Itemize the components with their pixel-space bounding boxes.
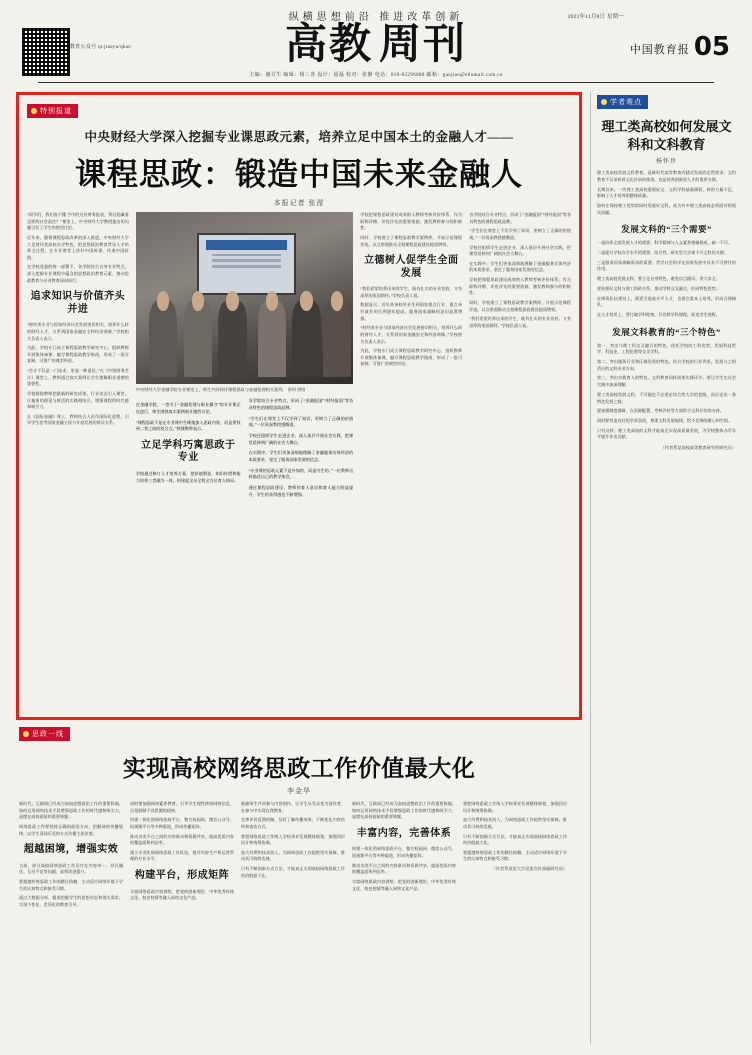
paragraph: 同时，学校建立了课程思政教学案例库，开展示范课程评选，以点带面推动全校课程思政建设提质增效。 [469, 299, 571, 312]
paragraph: “财经类专业与国家经济社会发展密切相关，培养什么样的财经人才，关系到国家金融安全和经济命脉。”学校相关负责人表示。 [27, 322, 129, 341]
lead-subheading-2: 立足学科巧寓思政于专业 [140, 439, 236, 464]
screen-line [212, 265, 281, 268]
section-flag-special-report [27, 104, 78, 118]
paragraph: 第一，突出与理工科交叉融合的特色。依托学校的工科优势，发展科技哲学、科技史、工程伦理等交叉学科。 [597, 342, 736, 355]
right-body-2 [597, 343, 736, 441]
lead-column-5 [469, 212, 571, 734]
paragraph: 为此，学校专门成立课程思政教学研究中心，组织教师开展集体备课，编写课程思政教学指南，形成了一批可复制、可推广的典型经验。 [27, 345, 129, 364]
projection-screen [197, 233, 297, 295]
paragraph: 通过大数据分析，精准把握学生的思想动态和现实需求，实现个性化、差异化的教育引导。 [19, 895, 123, 907]
right-subheading-1: 发展文科的“三个需要” [621, 224, 712, 235]
paragraph: 在实践中，学生们更加深刻地理解了金融服务实体经济的本质要求，坚定了服务国家发展的信念。 [248, 450, 354, 462]
paragraph: 各学院结合专业特点，形成了“金融报国”“财经报国”等各具特色的课程思政品牌。 [248, 398, 354, 410]
person-figure [149, 301, 177, 377]
paragraph: 同时，学校建立了课程思政教学案例库，开展示范课程评选，以点带面推动全校课程思政建设提质增效。 [360, 234, 463, 247]
paragraph: 加大经费和技术投入，为网络思政工作提供坚实保障，推动其可持续发展。 [241, 849, 345, 862]
masthead-title-bold: 高教 [284, 19, 373, 68]
flag-dot-icon [601, 99, 607, 105]
paragraph: 数据显示，近年来该校毕业生到国家重点行业、重点单位就业的比例逐年提高，服务国家战略的意识显著增强。 [360, 302, 463, 321]
a2-subheading-1: 超越困境，增强实效 [23, 844, 119, 856]
paragraph: 理工类高校发展文科，不可能也不必要走综合性大学的老路，而应走出一条特色发展之路。 [597, 391, 736, 404]
paragraph: “财经类专业与国家经济社会发展密切相关，培养什么样的财经人才，关系到国家金融安全和经济命脉。”学校相关负责人表示。 [360, 325, 463, 344]
paragraph: 学校还组织学生走进企业、深入基层开展社会实践，把课堂延伸到广阔的社会大舞台。 [248, 432, 354, 445]
paragraph: 丰富网络思政内容供给，把党的创新理论、中华优秀传统文化、校史校情等融入网络文化产品。 [130, 888, 234, 901]
paragraph: 在实践中，学生们更加深刻地理解了金融服务实体经济的本质要求，坚定了服务国家发展的信念。 [469, 260, 571, 273]
paragraph: 推动各类平台之间的内容联动和资源共享，提高优质内容的覆盖面和到达率。 [130, 833, 234, 846]
right-byline: 杨怀珍 [655, 159, 677, 166]
paragraph: 要处理好文科与理工科的关系，推动学科交叉融合，形成特色优势。 [597, 285, 720, 291]
right-subheading-2: 发展文科教育的“三个特色” [612, 326, 721, 337]
second-article-byline: 李金华 [287, 787, 311, 795]
a2-author-note: （作者系某某大学党委宣传部副研究员） [491, 866, 567, 871]
paragraph: 网络思政工作要坚持正确的政治方向，把握网络传播规律，以学生喜闻乐见的方式传播主流价值。 [19, 823, 123, 836]
paragraph: 学校还组织学生走进企业、深入基层开展社会实践，把课堂延伸到广阔的社会大舞台。 [469, 244, 571, 257]
masthead-divider [38, 82, 714, 83]
paragraph: 加大经费和技术投入，为网络思政工作提供坚实保障，推动其可持续发展。 [463, 817, 567, 829]
right-body-1 [597, 240, 736, 318]
a2-subheading-3: 丰富内容，完善体系 [356, 827, 452, 839]
a2-column-4 [352, 801, 456, 1051]
person-figure [218, 301, 246, 377]
paragraph: “专业课的思政元素不是外加的，而是内生的。”一位教师这样描述自己的教学体会。 [248, 467, 354, 480]
section-flag-scholar-view [597, 95, 648, 109]
right-author-note: （作者系某高校高等教育研究所研究员） [660, 445, 736, 451]
paragraph: 要超越传统思政工作的路径依赖，主动适应网络环境下学生的认知特点和接受习惯。 [19, 878, 123, 891]
right-headline: 理工类高校如何发展文科和文科教育 [601, 119, 732, 152]
paragraph: 如何在保持理工优势的同时发展好文科，成为许多理工类高校必须面对的现实问题。 [597, 202, 736, 215]
paragraph: 理工类高校发展文科，要立足自身特色，避免盲目跟风、贪大求全。 [597, 276, 720, 282]
lead-subheading-1: 追求知识与价值齐头并进 [30, 291, 126, 315]
a2-column-1 [19, 801, 123, 1051]
paragraph: 只有这样，理工类高校的文科才能真正实现高质量发展，为学校整体办学水平提升作出贡献。 [597, 427, 736, 440]
paragraph: 三是服务国家战略需求的需要。哲学社会科学在国家发展中具有不可替代的作用。 [597, 259, 736, 272]
lead-shoulder-headline: 中央财经大学深入挖掘专业课思政元素，培养立足中国本土的金融人才—— [84, 130, 514, 144]
second-article [19, 724, 579, 1044]
person-figure [184, 301, 212, 377]
lead-subheading-3: 立德树人促学生全面发展 [363, 255, 459, 279]
paragraph: 构建一体化的网络思政平台，整合校园网、微信公众号、短视频平台等多种渠道，形成传播矩阵。 [352, 846, 456, 858]
paragraph: 第二，突出服务行业和区域发展的特色。结合学校的行业背景，发展与之相适应的文科专业方向。 [597, 359, 736, 371]
person-figure [258, 301, 286, 377]
paragraph: 理工类高校发展文科教育，是新时代高等教育内涵式发展的必然要求。文科教育不仅承担着文化传承的使命，也是培养创新型人才的重要支撑。 [597, 170, 736, 182]
paragraph: 第三，突出实践育人的特色。文科教育同样需要实践环节，要让学生在社会实践中加深理解。 [597, 375, 736, 388]
paragraph: 在《国际金融》课上，教师结合人民币国际化进程，引导学生思考国家金融主权与开放发展的辩证关系。 [27, 413, 129, 426]
screen-line [212, 254, 281, 257]
section-flag-label: 学者观点 [610, 98, 642, 106]
paragraph: 新时代，互联网已经成为高校思想政治工作的重要阵地。如何运用网络技术手段增强思政工作的时代感和吸引力，是摆在高校面前的重要课题。 [352, 801, 456, 820]
section-flag-label: 特别报道 [40, 107, 72, 115]
paragraph: 要把网络思政工作纳入学校事业发展整体规划，加强顶层设计和统筹协调。 [241, 833, 345, 846]
paragraph: 各学院结合专业特点，形成了“金融报国”“财经报国”等各具特色的课程思政品牌。 [469, 212, 571, 224]
lead-photo [136, 212, 353, 384]
qr-code-icon[interactable] [22, 28, 70, 76]
paragraph: 当前，部分高校网络思政工作还存在内容单一、形式僵化、互动不足等问题，亟须改进提升。 [19, 862, 123, 875]
paragraph: 一是培养全面发展人才的需要。科学精神与人文素养相辅相成，缺一不可。 [597, 240, 733, 246]
lead-byline: 本报记者 张滢 [273, 199, 325, 207]
lead-column-4 [360, 212, 462, 734]
paragraph: 通过课程思政建设，教师的育人意识和育人能力明显提升，学生的获得感也不断增强。 [248, 485, 354, 497]
paragraph: 近年来，随着课程思政改革的深入推进，中央财经大学立足财经类高校办学特色，把思想政治教育贯穿人才培养全过程，在专业课堂上讲好中国故事、传递中国价值。 [27, 234, 129, 260]
paragraph: 要加强制度保障，在资源配置、考核评价等方面给予文科应有的支持。 [597, 408, 724, 414]
person-figure [292, 301, 320, 377]
paragraph: “学生们在课堂上不仅学到了知识，更树立了正确的价值观。”一位资深教授感慨道。 [248, 415, 354, 428]
a2-column-5 [463, 801, 567, 1051]
qr-code-label: 教育公众号 qr.jiaoyu/qkan [70, 45, 131, 50]
paragraph: 在人才培养上，要打破学科壁垒，开设跨学科课程，拓宽学生视野。 [597, 311, 720, 317]
flag-dot-icon [23, 731, 29, 737]
right-intro [597, 170, 736, 216]
paragraph: 完善评价反馈机制，及时了解传播效果，不断优化内容结构和表达方式。 [241, 817, 345, 829]
paragraph: 学校把课程思政建设成效纳入教师考核评价体系，作为职称评聘、评优评先的重要依据，激发教师参与的积极性。 [360, 212, 463, 231]
paragraph: 鼓励师生共同参与内容创作，让学生从受众变为创作者，在参与中实现自我教育。 [241, 801, 345, 813]
paragraph: “我们希望培养出来的学生，既有扎实的专业功底，又有深厚的家国情怀。”学校负责人说。 [360, 286, 463, 298]
paragraph: 在金融学院，一堂关于“金融伦理与职业操守”的专业课正在进行，师生围绕真实案例展开激烈讨论。 [135, 402, 241, 415]
paragraph: 为此，学校专门成立课程思政教学研究中心，组织教师开展集体备课，编写课程思政教学指南，形成了一批可复制、可推广的典型经验。 [360, 348, 463, 367]
masthead-footer-note: 主编：储召生 编辑：杨三喜 设计：聂磊 校对：张静 电话：010-82296888 邮箱：gaojiao@edumail.com.cn [249, 73, 503, 78]
paragraph: 学校通过修订人才培养方案，把价值塑造、知识传授和能力培养三者融为一体，构建起全员全程全方位育人格局。 [135, 470, 241, 483]
photo-caption: 中央财经大学金融学院专业课堂上，师生共同探讨课程思政与金融伦理相关案例。 资料 供图 [135, 387, 306, 392]
section-flag-frontline [19, 727, 70, 741]
paragraph: “学生们在课堂上不仅学到了知识，更树立了正确的价值观。”一位资深教授感慨道。 [469, 228, 571, 240]
paragraph: 推动各类平台之间的内容联动和资源共享，提高优质内容的覆盖面和到达率。 [352, 862, 456, 875]
page-number: 05 [693, 32, 730, 62]
paragraph: “同学们，我们查不懂 手中的这份财务报表，背后隐藏着怎样的社会责任？”课堂上，中央财经大学教授提出的问题引发了学生的热烈讨论。 [27, 212, 129, 231]
paragraph: 新时代，互联网已经成为高校思想政治工作的重要阵地。如何运用网络技术手段增强思政工作的时代感和吸引力，是摆在高校面前的重要课题。 [19, 801, 123, 820]
masthead-title-light: 周刊 [379, 19, 468, 68]
paragraph: 学校鼓励教师把最新的研究成果、行业动态引入课堂，让抽象的理论与鲜活的实践相结合，增强课程的时代感和吸引力。 [27, 390, 129, 410]
paragraph: 在学校党委的统一部署下，各学院结合自身专业特点，深入挖掘专业课程中蕴含的思想政治教育元素，推动思政教育与专业教育同向同行。 [27, 264, 129, 283]
a2-column-2 [130, 801, 234, 1051]
paragraph: “我们希望培养出来的学生，既有扎实的专业功底，又有深厚的家国情怀。”学校负责人说。 [469, 316, 571, 328]
paragraph: 要把网络思政工作纳入学校事业发展整体规划，加强顶层设计和统筹协调。 [463, 801, 567, 813]
paragraph: 长期以来，一些理工类高校重理轻文，文科学科基础薄弱，师资力量不足，影响了人才培养的整体质量。 [597, 186, 736, 199]
paragraph: 构建一体化的网络思政平台，整合校园网、微信公众号、短视频平台等多种渠道，形成传播矩阵。 [130, 817, 234, 829]
paragraph: 二是提升学校办学水平的需要。综合性、研究型大学离不开文科的支撑。 [597, 250, 728, 256]
flag-dot-icon [31, 108, 37, 114]
paragraph: 学校把课程思政建设成效纳入教师考核评价体系，作为职称评聘、评优评先的重要依据，激发教师参与的积极性。 [469, 277, 571, 296]
right-column-article [590, 92, 736, 1044]
section-flag-label: 思政一线 [32, 730, 64, 738]
person-figure [323, 301, 351, 377]
second-article-body [19, 801, 579, 1051]
lead-article [19, 95, 579, 717]
paragraph: “会计不仅是一门技术，更是一种责任。”在《中级财务会计》课堂上，教师通过真实案例让学生理解职业道德的重要性。 [27, 368, 129, 387]
paragraph: “课程思政不是在专业课中生硬地加入思政内容，而是要找到二者之间的契合点。”授课教师表示。 [135, 419, 241, 432]
paragraph: 建立专业化的网络思政工作队伍，提升内容生产和运营管理的专业水平。 [130, 849, 234, 862]
masthead-kicker: 纵横思想前沿 推进改革创新 [288, 12, 464, 23]
screen-bar [206, 240, 286, 249]
lead-photo-and-columns [136, 212, 353, 734]
paragraph: 同时要营造良好的学术氛围，尊重文科发展规律，给予足够的耐心和空间。 [597, 417, 733, 423]
paper-name: 中国教育报 [629, 44, 690, 57]
a2-column-3 [241, 801, 345, 1051]
masthead [0, 0, 752, 88]
lead-photo-wrap [136, 212, 353, 393]
paragraph: 同时要加强网络素养教育，引导学生理性辨别网络信息，自觉抵制不良思潮的侵蚀。 [130, 801, 234, 813]
lead-headline: 课程思政：锻造中国未来金融人 [75, 157, 523, 193]
paragraph: 要超越传统思政工作的路径依赖，主动适应网络环境下学生的认知特点和接受习惯。 [463, 849, 567, 862]
lead-body [27, 212, 571, 734]
paragraph: 只有不断创新方式方法，才能真正实现高校网络思政工作的价值最大化。 [463, 833, 567, 846]
screen-line [212, 259, 281, 262]
masthead-date: 2021年11月8日 星期一 [567, 14, 624, 20]
lead-flow-text [136, 398, 353, 724]
paragraph: 在师资队伍建设上，既要引进高水平人才，也要注重本土培养，形成合理梯队。 [597, 295, 736, 308]
lead-column-1 [27, 212, 129, 734]
paragraph: 丰富网络思政内容供给，把党的创新理论、中华优秀传统文化、校史校情等融入网络文化产品。 [352, 878, 456, 891]
a2-subheading-2: 构建平台，形成矩阵 [134, 870, 230, 881]
paragraph: 只有不断创新方式方法，才能真正实现高校网络思政工作的价值最大化。 [241, 866, 345, 878]
masthead-right [629, 32, 730, 62]
second-article-headline: 实现高校网络思政工作价值最大化 [122, 755, 476, 782]
